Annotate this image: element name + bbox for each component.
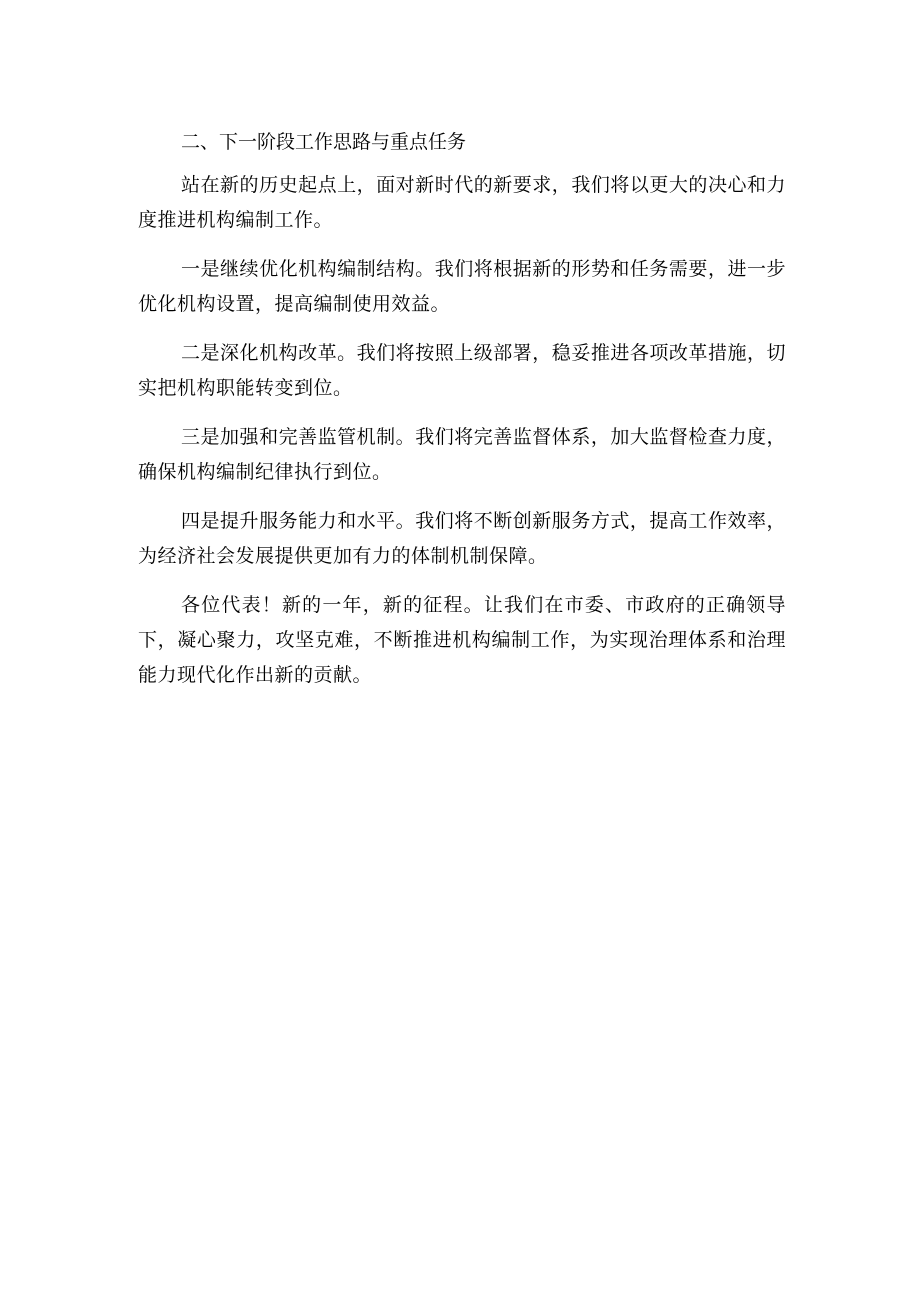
paragraph-task-1: 一是继续优化机构编制结构。我们将根据新的形势和任务需要，进一步优化机构设置，提高编制使用效益。 [138, 258, 786, 315]
section-heading: 二、下一阶段工作思路与重点任务 [181, 131, 467, 153]
paragraph-intro: 站在新的历史起点上，面对新时代的新要求，我们将以更大的决心和力度推进机构编制工作。 [138, 174, 786, 231]
paragraph-closing: 各位代表！新的一年，新的征程。让我们在市委、市政府的正确领导下，凝心聚力，攻坚克难，不断推进机构编制工作，为实现治理体系和治理能力现代化作出新的贡献。 [138, 594, 786, 686]
document-body [138, 122, 786, 693]
paragraph-task-3: 三是加强和完善监管机制。我们将完善监督体系，加大监督检查力度，确保机构编制纪律执行到位。 [138, 426, 786, 483]
paragraph-task-4: 四是提升服务能力和水平。我们将不断创新服务方式，提高工作效率，为经济社会发展提供更加有力的体制机制保障。 [138, 510, 786, 567]
paragraph-task-2: 二是深化机构改革。我们将按照上级部署，稳妥推进各项改革措施，切实把机构职能转变到位。 [138, 342, 786, 399]
